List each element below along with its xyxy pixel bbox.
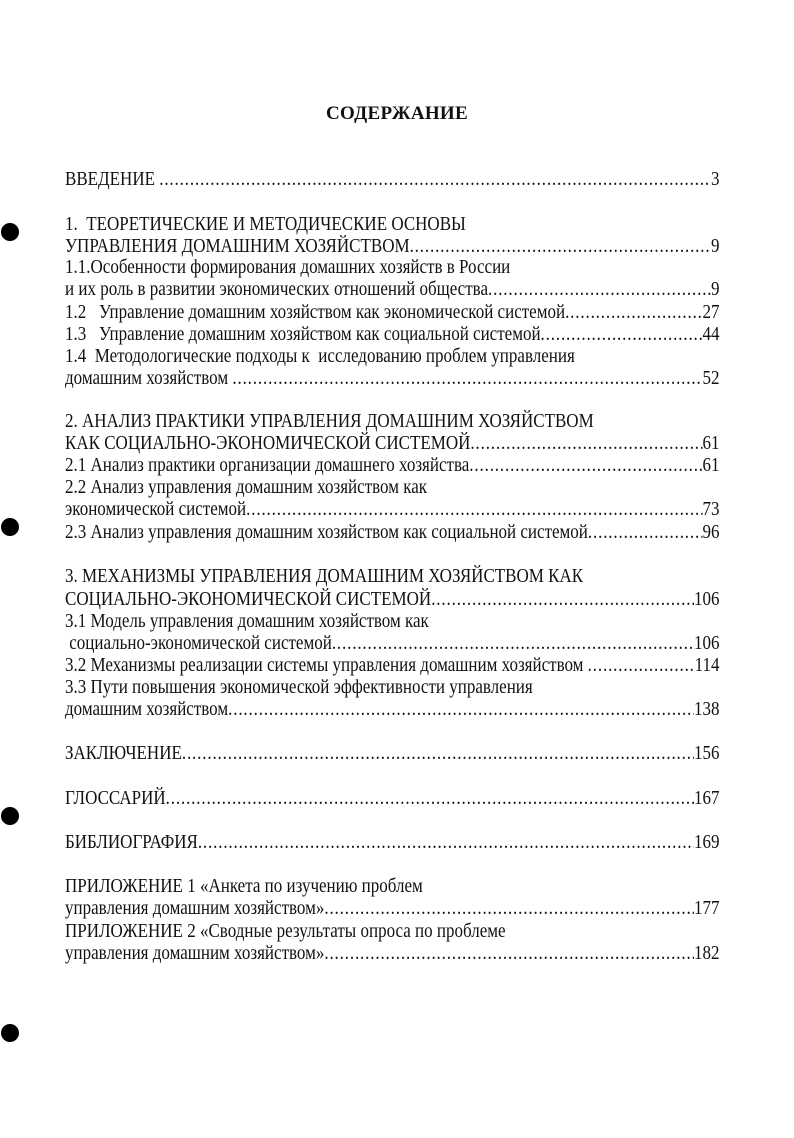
- toc-entry: [65, 521, 720, 543]
- dot-leader: [228, 698, 694, 720]
- toc-page-number: 167: [694, 787, 720, 809]
- punch-hole-icon: [1, 223, 19, 241]
- toc-entry: [65, 498, 720, 520]
- toc-entry-text: 2.2 Анализ управления домашним хозяйством как: [65, 476, 428, 498]
- toc-entry-text: социально-экономической системой: [65, 632, 332, 654]
- toc-entry-text: СОЦИАЛЬНО-ЭКОНОМИЧЕСКОЙ СИСТЕМОЙ: [65, 588, 432, 610]
- toc-entry-text: ПРИЛОЖЕНИЕ 1 «Анкета по изучению проблем: [65, 875, 423, 897]
- toc-entry: [65, 698, 720, 720]
- toc-entry-line: [65, 476, 720, 498]
- dot-leader: [232, 367, 702, 389]
- toc-entry: [65, 632, 720, 654]
- toc-entry-text: 3. МЕХАНИЗМЫ УПРАВЛЕНИЯ ДОМАШНИМ ХОЗЯЙСТВОМ КАК: [65, 565, 584, 587]
- dot-leader: [469, 454, 702, 476]
- dot-leader: [246, 498, 702, 520]
- toc-entry: [65, 367, 720, 389]
- toc-entry-text: ЗАКЛЮЧЕНИЕ: [65, 742, 182, 764]
- toc-page-number: 96: [702, 521, 720, 543]
- toc-entry: [65, 278, 720, 300]
- dot-leader: [588, 521, 703, 543]
- toc-entry-text: БИБЛИОГРАФИЯ: [65, 831, 198, 853]
- toc-entry-line: [65, 256, 720, 278]
- dot-leader: [488, 278, 711, 300]
- toc-entry-text: 3.2 Механизмы реализации системы управления домашним хозяйством: [65, 654, 588, 676]
- punch-hole-icon: [1, 1024, 19, 1042]
- toc-entry-text: 1.2 Управление домашним хозяйством как экономической системой: [65, 301, 566, 323]
- toc-entry-text: домашним хозяйством: [65, 367, 233, 389]
- toc-page-number: 27: [702, 301, 720, 323]
- toc-entry: [65, 301, 720, 323]
- toc-entry: [65, 654, 720, 676]
- dot-leader: [182, 742, 694, 764]
- toc-page-number: 44: [702, 323, 720, 345]
- toc-page-number: 61: [702, 432, 720, 454]
- toc-page-number: 106: [694, 632, 720, 654]
- toc-entry-text: 2.1 Анализ практики организации домашнего хозяйства: [65, 454, 470, 476]
- dot-leader: [410, 235, 711, 257]
- dot-leader: [324, 897, 694, 919]
- toc-entry-line: [65, 920, 720, 942]
- toc-entry-text: ГЛОССАРИЙ: [65, 787, 166, 809]
- dot-leader: [198, 831, 694, 853]
- toc-entry-text: 2. АНАЛИЗ ПРАКТИКИ УПРАВЛЕНИЯ ДОМАШНИМ ХОЗЯЙСТВОМ: [65, 410, 594, 432]
- dot-leader: [159, 168, 711, 190]
- toc-page-number: 9: [711, 235, 720, 257]
- toc-page-number: 114: [694, 654, 720, 676]
- toc-entry-text: управления домашним хозяйством»: [65, 942, 325, 964]
- punch-hole-icon: [1, 518, 19, 536]
- toc-entry-text: 3.1 Модель управления домашним хозяйством как: [65, 610, 429, 632]
- dot-leader: [541, 323, 703, 345]
- toc-entry-line: [65, 410, 720, 432]
- toc-entry: [65, 168, 720, 190]
- toc-page-number: 3: [711, 168, 720, 190]
- toc-entry-line: [65, 875, 720, 897]
- toc-entry: [65, 942, 720, 964]
- toc-entry-text: КАК СОЦИАЛЬНО-ЭКОНОМИЧЕСКОЙ СИСТЕМОЙ: [65, 432, 471, 454]
- toc-entry: [65, 831, 720, 853]
- toc-entry-text: 1. ТЕОРЕТИЧЕСКИЕ И МЕТОДИЧЕСКИЕ ОСНОВЫ: [65, 213, 466, 235]
- toc-entry-text: 2.3 Анализ управления домашним хозяйством как социальной системой: [65, 521, 588, 543]
- toc-entry-text: и их роль в развитии экономических отношений общества: [65, 278, 489, 300]
- toc-entry: [65, 897, 720, 919]
- toc-entry-line: [65, 345, 720, 367]
- toc-page-number: 156: [694, 742, 720, 764]
- toc-entry-text: 1.1.Особенности формирования домашних хозяйств в России: [65, 256, 511, 278]
- toc-entry: [65, 432, 720, 454]
- toc-entry-line: [65, 213, 720, 235]
- toc-entry-text: экономической системой: [65, 498, 247, 520]
- dot-leader: [324, 942, 694, 964]
- page-title: СОДЕРЖАНИЕ: [326, 103, 468, 124]
- dot-leader: [470, 432, 702, 454]
- toc-page-number: 73: [702, 498, 720, 520]
- dot-leader: [332, 632, 694, 654]
- toc-entry-text: УПРАВЛЕНИЯ ДОМАШНИМ ХОЗЯЙСТВОМ: [65, 235, 410, 257]
- toc-page-number: 182: [694, 942, 720, 964]
- dot-leader: [588, 654, 695, 676]
- toc-entry-text: 3.3 Пути повышения экономической эффективности управления: [65, 676, 533, 698]
- toc-page-number: 52: [702, 367, 720, 389]
- dot-leader: [431, 588, 694, 610]
- toc-page-number: 106: [694, 588, 720, 610]
- punch-hole-icon: [1, 807, 19, 825]
- toc-entry-text: домашним хозяйством: [65, 698, 229, 720]
- toc-entry: [65, 235, 720, 257]
- toc-entry-text: ВВЕДЕНИЕ: [65, 168, 160, 190]
- dot-leader: [166, 787, 694, 809]
- toc-entry: [65, 323, 720, 345]
- toc-page-number: 169: [694, 831, 720, 853]
- toc-entry-line: [65, 676, 720, 698]
- toc-page-number: 138: [694, 698, 720, 720]
- toc-entry-line: [65, 565, 720, 587]
- toc-page-number: 61: [702, 454, 720, 476]
- dot-leader: [565, 301, 702, 323]
- toc-entry-line: [65, 610, 720, 632]
- toc-entry: [65, 454, 720, 476]
- toc-entry: [65, 588, 720, 610]
- toc-entry-text: ПРИЛОЖЕНИЕ 2 «Сводные результаты опроса по проблеме: [65, 920, 506, 942]
- toc-entry-text: 1.3 Управление домашним хозяйством как социальной системой: [65, 323, 541, 345]
- toc-entry-text: 1.4 Методологические подходы к исследованию проблем управления: [65, 345, 575, 367]
- toc-entry: [65, 742, 720, 764]
- toc-entry: [65, 787, 720, 809]
- toc-page-number: 9: [711, 278, 720, 300]
- toc-entry-text: управления домашним хозяйством»: [65, 897, 325, 919]
- toc-page-number: 177: [694, 897, 720, 919]
